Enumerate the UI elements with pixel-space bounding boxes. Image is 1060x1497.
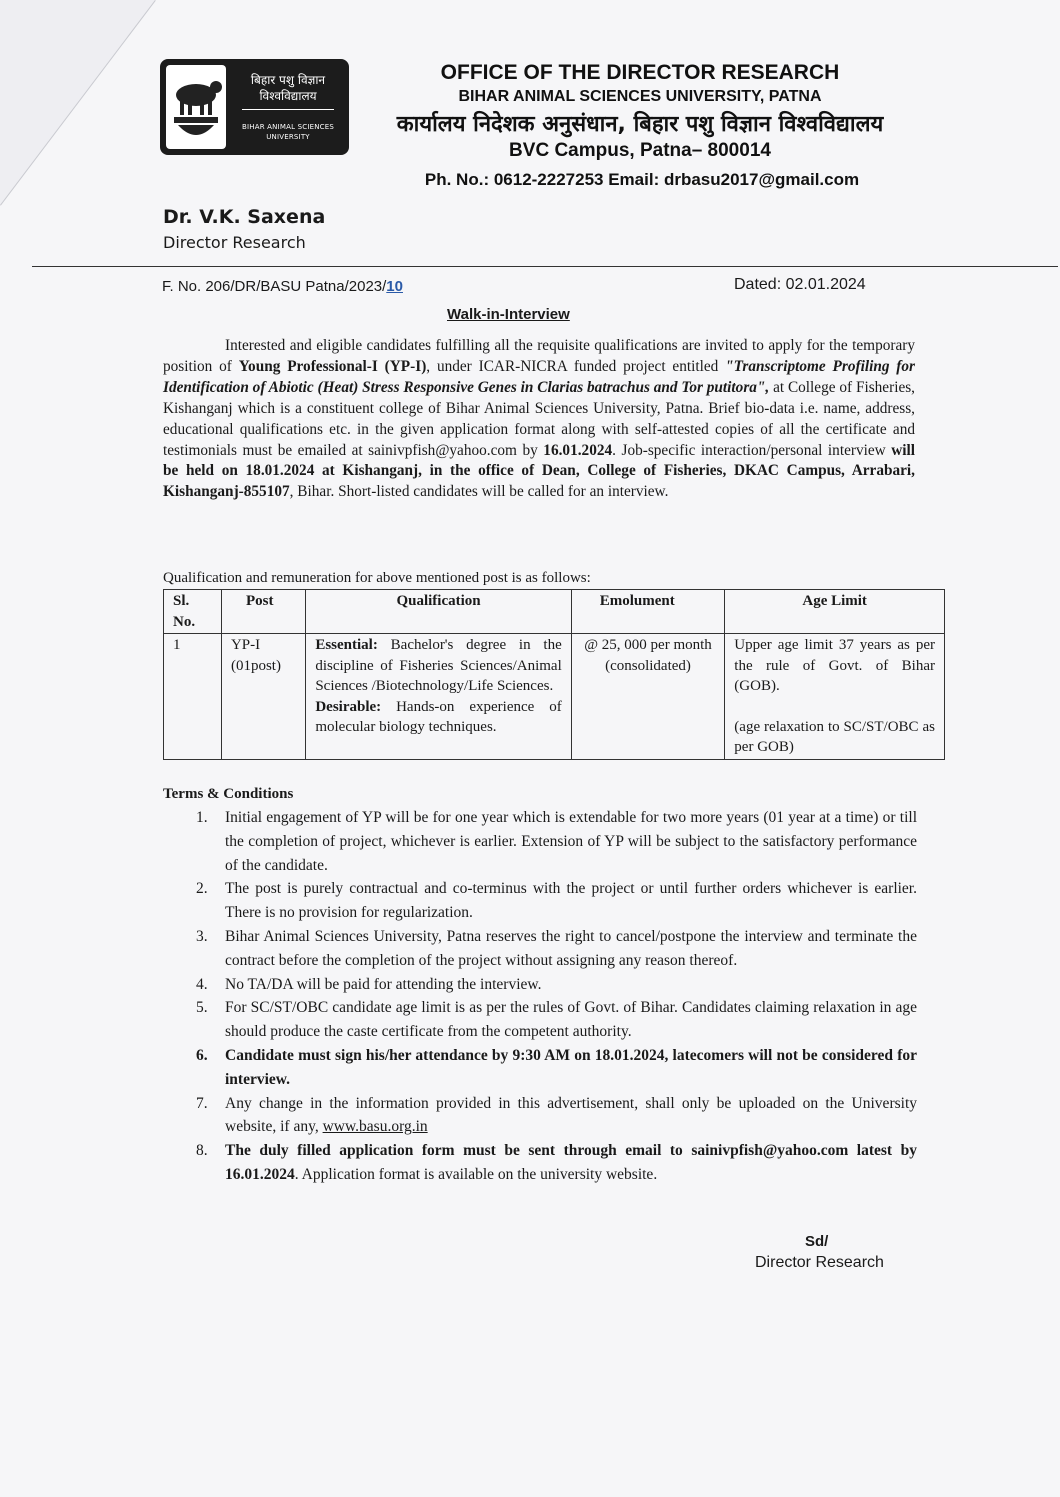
header-qualification: Qualification [306,590,571,634]
intro-interview-venue: will be held on 18.01.2024 at Kishanganj, in the office of Dean, College of Fisheries, DKAC Campus, Arrabari, Kishanganj-855107 [163,441,916,501]
desirable-text: Hands-on experience of molecular biology techniques. [315,698,562,735]
logo-english-line2: UNIVERSITY [266,133,310,141]
term-text: Bihar Animal Sciences University, Patna reserves the right to cancel/postpone the interview and terminate the contract before the completion of the project without assigning any reason thereof. [225,927,917,969]
term-number: 2. [196,880,208,898]
campus-address: BVC Campus, Patna– 800014 [509,140,771,161]
cell-post: YP-I (01post) [221,634,305,760]
term-number: 4. [196,975,208,993]
university-website-link[interactable]: www.basu.org.in [322,1118,428,1136]
file-number [162,278,403,295]
intro-text: , Bihar. Short-listed candidates will be called for an interview. [289,483,669,501]
table-intro: Qualification and remuneration for above mentioned post is as follows: [163,570,591,586]
cell-emolument: @ 25, 000 per month (consolidated) [571,634,725,760]
terms-list [190,806,917,1187]
term-text: Candidate must sign his/her attendance by 9:30 AM on 18.01.2024, latecomers will not be considered for interview. [225,1046,917,1088]
term-number: 5. [196,999,208,1017]
qualification-table [163,589,945,760]
table-header-row [164,590,945,634]
list-item [190,1092,917,1140]
list-item [190,996,917,1044]
intro-text: . Job-specific interaction/personal interview [612,441,892,459]
intro-text: Interested and eligible candidates fulfilling all the requisite qualifications are invited to apply for the temporary position of [163,337,915,375]
header-sl-no: Sl. No. [164,590,222,634]
intro-text: at College of Fisheries, Kishanganj which is a constituent college of Bihar Animal Sciences University, Patna. Brief bio-data i.e. name, address, educational qualifications etc. in the given application format along with self-attested copies of all the certificate and testimonials must be emailed at sainivpfish@yahoo.com by [163,378,916,459]
list-item [190,925,917,973]
terms-heading: Terms & Conditions [163,786,294,802]
desirable-qualification [315,697,561,738]
date-line: Dated: 02.01.2024 [734,276,866,293]
list-item [190,973,917,997]
term-text: Initial engagement of YP will be for one year which is extendable for two more years (01 year at a time) or till the completion of project, whichever is earlier. Extension of YP will be subject to the satisfactory performance of the candidate. [225,809,917,874]
university-name: BIHAR ANIMAL SCIENCES UNIVERSITY, PATNA [458,88,822,105]
intro-paragraph [163,336,915,503]
cow-emblem-icon [166,65,226,149]
desirable-label: Desirable: [315,698,382,715]
file-number-text: F. No. 206/DR/BASU Patna/2023/ [162,278,387,295]
intro-position: Young Professional-I (YP-I) [238,357,427,375]
cell-qualification [306,634,571,760]
term-number: 3. [196,927,208,945]
term-text: No TA/DA will be paid for attending the interview. [225,975,542,993]
file-number-handwritten: 10 [386,278,403,295]
term-number: 7. [196,1094,208,1112]
intro-project-title: "Transcriptome Profiling for Identification of Abiotic (Heat) Stress Responsive Genes in Clarias batrachus and Tor putitora", [163,357,915,396]
signatory-designation: Director Research [163,233,306,252]
header-age-limit: Age Limit [725,590,945,634]
term-bold-text: The duly filled application form must be sent through email to sainivpfish@yahoo.com latest by 16.01.2024 [225,1142,917,1183]
logo-divider [242,109,334,110]
closing-designation: Director Research [755,1254,884,1271]
header-post: Post [221,590,305,634]
age-relaxation-text: (age relaxation to SC/ST/OBC as per GOB) [734,718,935,755]
list-item [190,1044,917,1092]
office-title: OFFICE OF THE DIRECTOR RESEARCH [440,61,840,84]
signatory-name: Dr. V.K. Saxena [163,206,326,228]
list-item [190,877,917,925]
page-fold-shadow [0,0,160,220]
subject-heading: Walk-in-Interview [447,306,570,323]
list-item [190,806,917,877]
term-number: 8. [196,1142,208,1160]
header-divider [32,266,1058,267]
essential-text: Bachelor's degree in the discipline of Fisheries Sciences/Animal Sciences /Biotechnology/Life Sciences. [315,637,562,694]
term-text: The post is purely contractual and co-terminus with the project or until further orders whichever is earlier. There is no provision for regularization. [225,880,917,922]
list-item [190,1139,917,1187]
logo-english-line1: BIHAR ANIMAL SCIENCES [241,123,335,131]
term-text: Any change in the information provided in this advertisement, shall only be uploaded on the University website, if any, [225,1094,917,1136]
cell-sl-no: 1 [164,634,222,760]
term-text: . Application format is available on the university website. [294,1165,658,1183]
intro-text: , under ICAR-NICRA funded project entitled [426,357,726,375]
age-limit-text: Upper age limit 37 years as per the rule of Govt. of Bihar (GOB). [734,637,935,694]
office-title-hindi: कार्यालय निदेशक अनुसंधान, बिहार पशु विज्ञान विश्वविद्यालय [396,112,884,137]
essential-qualification [315,635,561,697]
essential-label: Essential: [315,637,378,653]
term-text: For SC/ST/OBC candidate age limit is as per the rules of Govt. of Bihar. Candidates claiming relaxation in age should produce the caste certificate from the competent authority. [225,999,917,1041]
logo-hindi-line2: विश्वविद्यालय [259,89,317,103]
cell-age-limit [725,634,945,760]
term-number: 6. [196,1046,208,1064]
term-number: 1. [196,809,208,826]
table-row [164,634,945,760]
logo-hindi-line1: बिहार पशु विज्ञान [250,73,326,87]
intro-deadline: 16.01.2024 [543,441,613,459]
signature-sd: Sd/ [805,1233,829,1250]
header-emolument: Emolument [571,590,725,634]
university-logo [160,59,349,155]
contact-line: Ph. No.: 0612-2227253 Email: drbasu2017@gmail.com [424,170,860,189]
